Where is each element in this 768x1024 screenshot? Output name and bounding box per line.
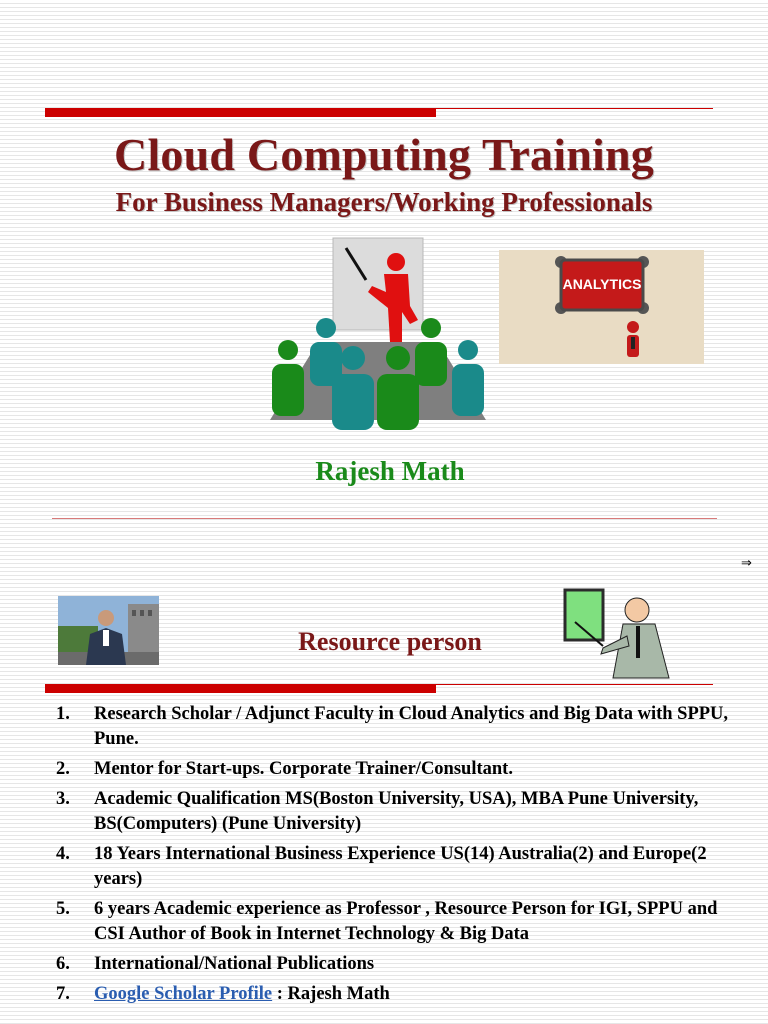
list-item: 6. International/National Publications <box>56 954 375 974</box>
list-item: 3. Academic Qualification MS(Boston University, USA), MBA Pune University, BS(Computers) (Pune University) <box>56 789 699 834</box>
list-item: 1. Research Scholar / Adjunct Faculty in Cloud Analytics and Big Data with SPPU, Pune. <box>56 704 729 749</box>
analytics-sign-text: ANALYTICS <box>562 276 642 292</box>
presentation-meeting-clipart <box>268 236 488 431</box>
google-scholar-link[interactable]: Google Scholar Profile <box>94 984 273 1004</box>
list-item: 5. 6 years Academic experience as Professor , Resource Person for IGI, SPPU and CSI Author of Book in Internet Technology & Big Data <box>56 899 718 944</box>
next-arrow-icon: ⇒ <box>741 556 752 571</box>
page-subtitle: For Business Managers/Working Professionals <box>115 187 653 217</box>
author-name: Rajesh Math <box>315 456 465 486</box>
page-title: Cloud Computing Training <box>114 129 654 180</box>
section-title: Resource person <box>298 627 482 656</box>
list-item: 2. Mentor for Start-ups. Corporate Trainer/Consultant. <box>56 759 513 779</box>
divider-line <box>52 518 717 519</box>
list-item: 7. Google Scholar Profile : Rajesh Math <box>56 984 390 1004</box>
section-accent-bar <box>45 684 436 693</box>
teacher-board-clipart <box>563 588 673 684</box>
qualification-list <box>42 702 742 1012</box>
section-accent-line <box>436 684 713 685</box>
top-accent-bar <box>45 108 436 117</box>
analytics-image <box>499 250 704 364</box>
list-item: 4. 18 Years International Business Experience US(14) Australia(2) and Europe(2 years) <box>56 844 707 889</box>
top-accent-line <box>436 108 713 109</box>
